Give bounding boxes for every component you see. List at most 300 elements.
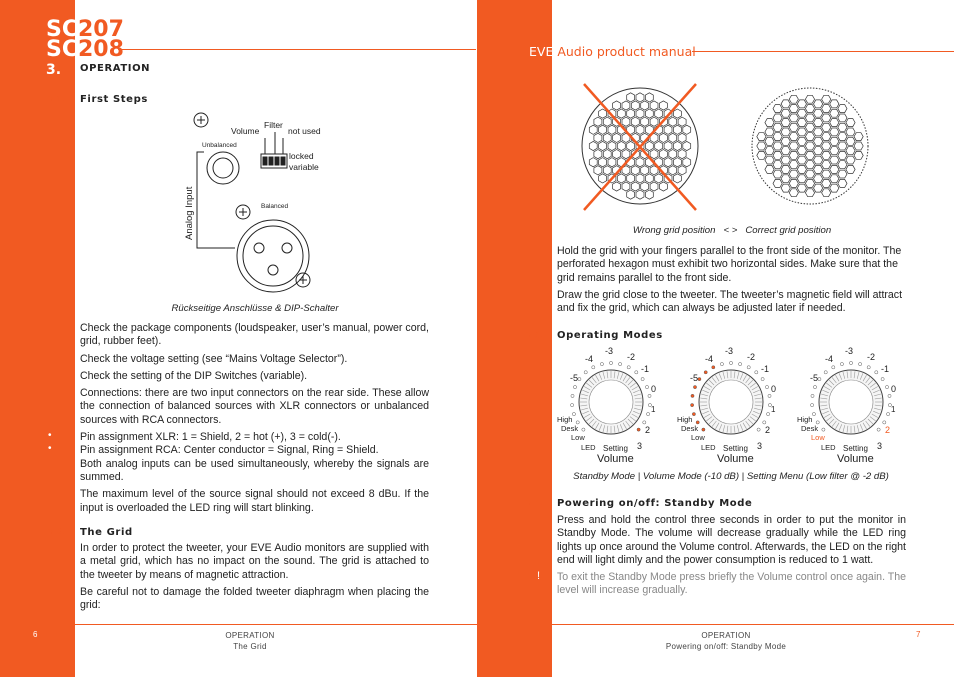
grid-hole [589, 141, 597, 150]
grid-hole [789, 151, 798, 159]
knob-label-t_m3: -3 [845, 346, 854, 356]
grid-hole [797, 147, 806, 155]
grid-hole [622, 101, 630, 110]
knob-label-t_m4: -4 [825, 354, 834, 364]
led-dot [648, 394, 651, 397]
page-number-left: 6 [33, 630, 38, 639]
grid-hole [797, 119, 806, 127]
grid-hole [846, 128, 855, 136]
grid-hole [765, 128, 774, 136]
grid-hole [789, 189, 798, 197]
page-title: SC207 SC208 [46, 17, 124, 62]
led-dot [888, 394, 891, 397]
led-dot [619, 363, 622, 366]
para-summed: Both analog inputs can be used simultaneously, whereby the signals are summed. [80, 457, 429, 483]
chapter-heading: 3. [46, 62, 62, 78]
grid-hole [805, 105, 814, 113]
led-dot [757, 428, 760, 431]
grid-hole [830, 109, 839, 117]
grid-hole [822, 95, 831, 103]
knob-label-t_m1: -1 [641, 364, 650, 374]
label-unbalanced: Unbalanced [202, 142, 237, 149]
grid-hole [814, 128, 823, 136]
led-dot [712, 366, 715, 369]
grid-hole [830, 175, 839, 183]
grid-hole [613, 182, 621, 191]
knob-label-t_m4: -4 [585, 354, 594, 364]
knob-cap [589, 380, 633, 424]
grid-hole [781, 175, 790, 183]
grid-hole [627, 109, 635, 118]
grid-hole [613, 133, 621, 142]
grid-hole [789, 95, 798, 103]
grid-hole [603, 166, 611, 175]
led-dot [692, 413, 695, 416]
grid-hole [797, 100, 806, 108]
led-dot [849, 361, 852, 364]
grid-hole [789, 133, 798, 141]
led-dot [720, 363, 723, 366]
led-dot [647, 413, 650, 416]
led-dot [812, 413, 815, 416]
standby-text: Press and hold the control three seconds in order to put the monitor in Standby Mode. The volume will decrease gradually while the LED ring lights up once around the Volume control. Afterwards, the LED on the right end will light dimly and the power consumption is reduced to 1 watt. [557, 514, 906, 566]
grid-hole [830, 156, 839, 164]
label-balanced: Balanced [261, 203, 289, 210]
chapter-title: OPERATION [80, 63, 151, 74]
grid-hole [846, 147, 855, 155]
led-dot [571, 394, 574, 397]
grid-hole [655, 174, 663, 183]
grid-hole [854, 133, 863, 141]
grid-hole [636, 109, 644, 118]
led-dot [592, 366, 595, 369]
label-not-used: not used [288, 126, 321, 136]
grid-hole [822, 151, 831, 159]
led-dot [691, 404, 694, 407]
grid-hole [822, 179, 831, 187]
grid-hole [669, 150, 677, 159]
grid-hole [822, 142, 831, 150]
grid-hole [814, 147, 823, 155]
grid-hole [664, 125, 672, 134]
grid-hole [655, 109, 663, 118]
grid-hole [797, 156, 806, 164]
grid-hole [673, 141, 681, 150]
grid-hole [641, 166, 649, 175]
grid-hole [805, 151, 814, 159]
grid-hole [631, 117, 639, 126]
grid-hole [599, 109, 607, 118]
grid-hole [641, 182, 649, 191]
led-dot [643, 421, 646, 424]
section-3-2-number: 3.2. [48, 527, 65, 538]
para-grid-careful: Be careful not to damage the folded tweeter diaphragm when placing the grid: [80, 585, 429, 612]
knob-cap [829, 380, 873, 424]
grid-hole [814, 184, 823, 192]
label-filter: Filter [264, 120, 283, 130]
grid-hole [678, 133, 686, 142]
led-dot [763, 421, 766, 424]
grid-hole [830, 119, 839, 127]
grid-hole [589, 158, 597, 167]
grid-hole [797, 175, 806, 183]
led-dot [867, 366, 870, 369]
grid-hole [781, 137, 790, 145]
grid-hole [838, 114, 847, 122]
grid-hole [822, 123, 831, 131]
knob-label-t_2: 2 [885, 425, 891, 435]
grid-hole [781, 165, 790, 173]
knob-label-volume: Volume [717, 453, 754, 465]
grid-hole [631, 166, 639, 175]
knob-label-t_0: 0 [651, 384, 657, 394]
grid-hole [781, 184, 790, 192]
grid-hole [664, 141, 672, 150]
grid-hole [757, 142, 766, 150]
grid-hole [838, 179, 847, 187]
led-dot [881, 378, 884, 381]
grid-hole [773, 123, 782, 131]
grid-hole [797, 184, 806, 192]
note-text: To exit the Standby Mode press briefly the Volume control once again. The level will increase gradually. [557, 571, 907, 597]
grid-hole [599, 174, 607, 183]
first-steps-text [80, 322, 429, 519]
grid-hole [814, 165, 823, 173]
knob-label-led: LED [701, 443, 716, 452]
grid-position-illustration [578, 78, 918, 218]
knob-label-volume: Volume [837, 453, 874, 465]
grid-hole [627, 190, 635, 199]
knob-label-setting: Setting [603, 444, 628, 453]
grid-hole [773, 151, 782, 159]
grid-hole [822, 170, 831, 178]
led-dot [761, 378, 764, 381]
grid-hole [797, 165, 806, 173]
knob-label-t_m2: -2 [867, 352, 876, 362]
grid-hole [594, 150, 602, 159]
led-dot [818, 378, 821, 381]
grid-hole [838, 105, 847, 113]
bullet-dot-2: • [48, 443, 52, 454]
grid-hole [830, 184, 839, 192]
footer-left: OPERATION The Grid [225, 631, 275, 651]
grid-hole [599, 141, 607, 150]
grid-hole [650, 101, 658, 110]
grid-hole [617, 141, 625, 150]
grid-hole [838, 123, 847, 131]
knob-volume-mode [675, 344, 793, 466]
knob-label-led: LED [821, 443, 836, 452]
para-dip: Check the setting of the DIP Switches (variable). [80, 369, 308, 382]
grid-hole [838, 170, 847, 178]
led-dot [600, 363, 603, 366]
led-dot [768, 394, 771, 397]
grid-hole [830, 147, 839, 155]
grid-hole [627, 141, 635, 150]
grid-hole [650, 117, 658, 126]
knob-label-high: High [797, 415, 813, 424]
grid-hole [655, 141, 663, 150]
grid-hole [781, 147, 790, 155]
grid-hole [678, 117, 686, 126]
para-voltage: Check the voltage setting (see “Mains Voltage Selector”). [80, 352, 348, 365]
knob-label-t_3: 3 [637, 441, 643, 451]
grid-hole [814, 137, 823, 145]
grid-hole [789, 170, 798, 178]
knob-label-t_0: 0 [891, 384, 897, 394]
grid-hole [631, 182, 639, 191]
knob-label-setting: Setting [723, 444, 748, 453]
grid-hole [814, 156, 823, 164]
grid-hole [645, 141, 653, 150]
grid-hole [805, 95, 814, 103]
knob-label-led: LED [581, 443, 596, 452]
footer-rule-left [75, 624, 477, 625]
led-dot [811, 404, 814, 407]
led-dot [832, 366, 835, 369]
grid-hole [805, 133, 814, 141]
grid-hole [627, 93, 635, 102]
knob-label-t_3: 3 [757, 441, 763, 451]
grid-hole [805, 170, 814, 178]
led-dot [887, 413, 890, 416]
grid-hole [641, 117, 649, 126]
header-rule-left [118, 49, 476, 50]
led-dot [755, 371, 758, 374]
led-dot [691, 394, 694, 397]
led-dot [645, 386, 648, 389]
grid-hole [627, 174, 635, 183]
grid-hole [622, 150, 630, 159]
knob-label-t_m5: -5 [570, 373, 579, 383]
grid-hole [765, 165, 774, 173]
grid-text [80, 542, 429, 616]
header-rule-right [692, 51, 954, 52]
grid-hole [673, 158, 681, 167]
grid-hole [789, 142, 798, 150]
grid-hole [641, 101, 649, 110]
led-dot [729, 361, 732, 364]
knob-label-t_3: 3 [877, 441, 883, 451]
led-dot [584, 371, 587, 374]
grid-hole [622, 117, 630, 126]
grid-hole [789, 161, 798, 169]
grid-hole [678, 166, 686, 175]
knob-label-setting: Setting [843, 444, 868, 453]
knob-label-t_m2: -2 [627, 352, 636, 362]
led-dot [578, 378, 581, 381]
grid-hole [765, 147, 774, 155]
grid-hole [683, 141, 691, 150]
knob-label-t_m1: -1 [761, 364, 770, 374]
diagram-caption: Rückseitige Anschlüsse & DIP-Schalter [171, 303, 339, 314]
grid-hole [830, 137, 839, 145]
grid-hole [789, 179, 798, 187]
led-dot [885, 386, 888, 389]
grid-hole [664, 158, 672, 167]
grid-hole [645, 190, 653, 199]
grid-hole [659, 182, 667, 191]
knob-label-t_m5: -5 [690, 373, 699, 383]
grid-hole [599, 125, 607, 134]
section-3-3-number: 3.3. [526, 330, 543, 341]
led-dot [813, 386, 816, 389]
header-manual-title: EVE Audio product manual [529, 44, 696, 59]
grid-hole [599, 158, 607, 167]
led-dot [702, 428, 705, 431]
label-analog-input: Analog Input [184, 186, 195, 240]
grid-hole [797, 109, 806, 117]
led-dot [572, 413, 575, 416]
led-dot [641, 378, 644, 381]
grid-hole [613, 101, 621, 110]
knob-label-t_1: 1 [891, 405, 896, 414]
led-dot [875, 371, 878, 374]
knob-label-t_0: 0 [771, 384, 777, 394]
grid-hold-text [557, 245, 907, 319]
led-dot [824, 371, 827, 374]
grid-hole [781, 156, 790, 164]
knob-label-t_m3: -3 [725, 346, 734, 356]
grid-hole [673, 174, 681, 183]
knob-label-high: High [677, 415, 693, 424]
grid-hole [789, 123, 798, 131]
grid-hole [757, 151, 766, 159]
grid-hole [773, 170, 782, 178]
grid-hole [846, 119, 855, 127]
led-dot [573, 386, 576, 389]
grid-hole [645, 174, 653, 183]
grid-hole [765, 137, 774, 145]
grid-hole [846, 137, 855, 145]
grid-hole [830, 100, 839, 108]
grid-hole [773, 114, 782, 122]
grid-hole [814, 109, 823, 117]
grid-hole [636, 158, 644, 167]
grid-hole [773, 133, 782, 141]
grid-hole [773, 105, 782, 113]
led-dot [877, 428, 880, 431]
para-max-level: The maximum level of the source signal should not exceed 8 dBu. If the input is overloaded the LED ring will start blinking. [80, 488, 429, 514]
grid-hole [636, 174, 644, 183]
grid-hole [669, 133, 677, 142]
led-dot [627, 366, 630, 369]
grid-hole [822, 114, 831, 122]
para-grid-hold: Hold the grid with your fingers parallel to the front side of the monitor. The perforated hexagon must exhibit two horizontal sides. Make sure that the grid remains parallel to the front side. [557, 245, 902, 284]
knob-standby [555, 344, 673, 466]
grid-hole [622, 182, 630, 191]
grid-hole [773, 161, 782, 169]
knob-label-t_m5: -5 [810, 373, 819, 383]
grid-hole [822, 189, 831, 197]
grid-hole [673, 125, 681, 134]
knob-label-high: High [557, 415, 573, 424]
knob-label-low: Low [811, 433, 825, 442]
grid-hole [773, 179, 782, 187]
grid-hole [781, 119, 790, 127]
led-dot [765, 386, 768, 389]
led-dot [883, 421, 886, 424]
grid-hole [814, 119, 823, 127]
grid-hole [659, 150, 667, 159]
knob-label-t_m1: -1 [881, 364, 890, 374]
grid-hole [789, 114, 798, 122]
led-dot [747, 366, 750, 369]
label-variable: variable [289, 162, 319, 172]
grid-hole [822, 161, 831, 169]
grid-hole [594, 117, 602, 126]
knob-label-t_2: 2 [765, 425, 771, 435]
grid-hole [765, 119, 774, 127]
footer-right: OPERATION Powering on/off: Standby Mode [665, 631, 787, 651]
page-number-right: 7 [916, 630, 921, 639]
led-dot [739, 363, 742, 366]
knob-label-desk: Desk [801, 424, 819, 433]
knob-label-desk: Desk [681, 424, 699, 433]
grid-hole [650, 150, 658, 159]
grid-hole [603, 117, 611, 126]
grid-hole [773, 142, 782, 150]
grid-hole [838, 151, 847, 159]
grid-hole [603, 150, 611, 159]
grid-hole [854, 142, 863, 150]
grid-hole [797, 128, 806, 136]
section-3-1-number: 3.1. [48, 94, 65, 105]
knob-label-t_2: 2 [645, 425, 651, 435]
grid-hole [645, 93, 653, 102]
led-dot [635, 371, 638, 374]
grid-hole [669, 117, 677, 126]
grid-hole [673, 109, 681, 118]
grid-hole [805, 142, 814, 150]
grid-hole [594, 166, 602, 175]
para-connections: Connections: there are two input connectors on the rear side. These allow the connection of balanced sources with XLR connectors or unbalanced sources with RCA connectors. [80, 387, 429, 426]
led-dot [637, 428, 640, 431]
grid-hole [589, 125, 597, 134]
grid-hole [683, 158, 691, 167]
led-dot [859, 363, 862, 366]
knob-label-t_m3: -3 [605, 346, 614, 356]
grid-hole [822, 105, 831, 113]
grid-hole [846, 156, 855, 164]
grid-hole [659, 133, 667, 142]
grid-hole [631, 101, 639, 110]
grid-hole [822, 133, 831, 141]
grid-hole [830, 128, 839, 136]
grid-hole [854, 151, 863, 159]
grid-outline [752, 88, 868, 204]
grid-hole [805, 189, 814, 197]
section-3-2-title: The Grid [80, 527, 133, 538]
grid-hole [757, 133, 766, 141]
grid-hole [805, 123, 814, 131]
bullet-rca: Pin assignment RCA: Center conductor = Signal, Ring = Shield. [80, 444, 379, 457]
bullet-xlr: Pin assignment XLR: 1 = Shield, 2 = hot (+), 3 = cold(-). [80, 431, 341, 444]
para-package: Check the package components (loudspeaker, user’s manual, power cord, grid, rubber feet). [80, 322, 429, 348]
led-dot [571, 404, 574, 407]
led-dot [811, 394, 814, 397]
grid-hole [789, 105, 798, 113]
grid-hole [636, 125, 644, 134]
grid-hole [805, 161, 814, 169]
knob-label-volume: Volume [597, 453, 634, 465]
led-dot [840, 363, 843, 366]
label-locked: locked [289, 151, 314, 161]
led-dot [693, 386, 696, 389]
grid-hole [814, 175, 823, 183]
footer-rule-right [552, 624, 954, 625]
grid-hole [608, 141, 616, 150]
